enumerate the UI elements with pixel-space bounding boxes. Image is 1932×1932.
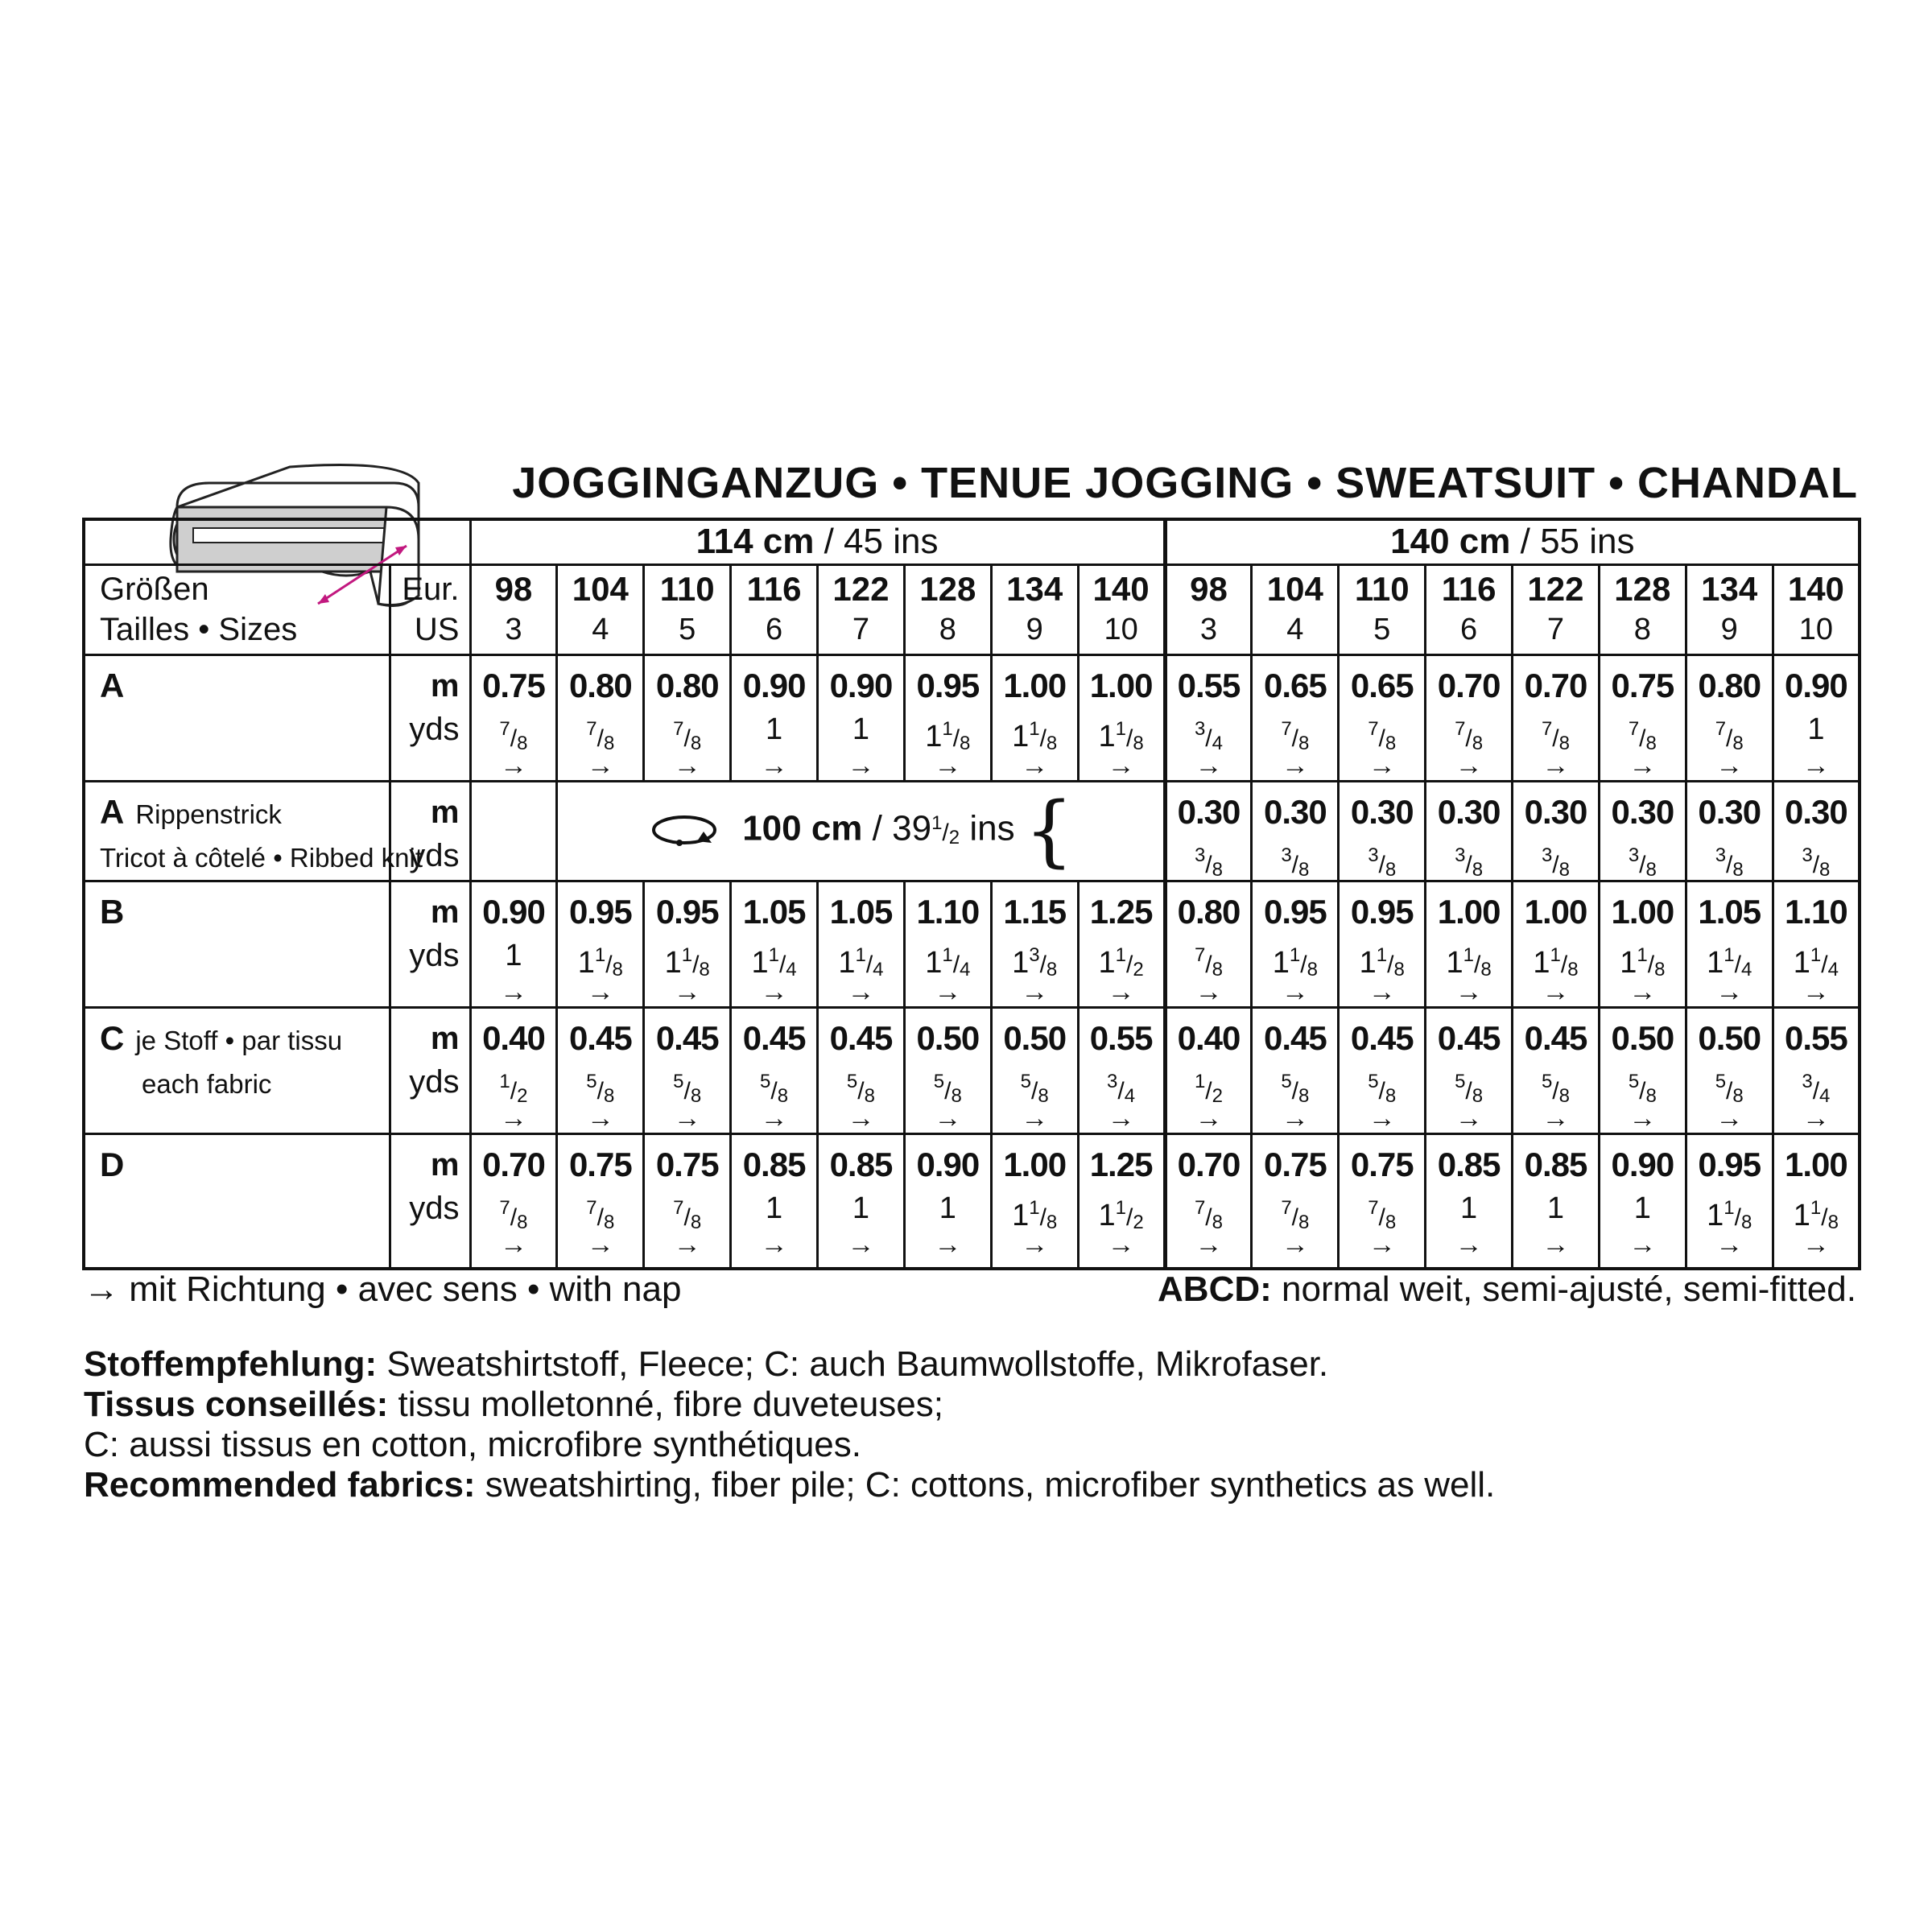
yardage-cell: 1.05 $1^1/4$ → (1686, 881, 1773, 1007)
yardage-cell: 0.80 $^7$/8 → (1686, 654, 1773, 781)
view-label-A: A (84, 654, 390, 781)
yardage-cell: 1.10 $1^1/4$ → (1773, 881, 1860, 1007)
recommendation-line: Tissus conseillés: tissu molletonné, fibre duveteuses; (84, 1385, 943, 1424)
yardage-cell: 0.90 1 → (904, 1133, 991, 1269)
yardage-cell: 0.90 1 → (1773, 654, 1860, 781)
right-arrow-icon: → (847, 749, 875, 781)
sizes-row (84, 564, 1860, 654)
yardage-cell: 0.75 $^7$/8 → (1339, 1133, 1426, 1269)
yardage-table (82, 518, 1861, 1270)
yardage-cell: 0.95 $1^1/8$ → (1686, 1133, 1773, 1269)
yardage-cell: 0.75 $^7$/8 → (644, 1133, 731, 1269)
right-arrow-icon: → (1715, 976, 1744, 1007)
yardage-cell: 0.50 $^5$/8 → (1599, 1007, 1686, 1133)
yardage-cell: 0.45 $^5$/8 → (1426, 1007, 1513, 1133)
yardage-cell: 0.40 $^1$/2 → (470, 1007, 557, 1133)
yardage-cell: 1.00 $1^1/8$ → (1599, 881, 1686, 1007)
yardage-cell: 1.25 $1^1/2$ → (1078, 1133, 1165, 1269)
right-arrow-icon: → (1281, 749, 1309, 781)
page-title: JOGGINGANZUG • TENUE JOGGING • SWEATSUIT • CHANDAL (512, 459, 1858, 507)
right-arrow-icon: → (1021, 1228, 1049, 1260)
yardage-cell: 1.15 $1^3/8$ → (991, 881, 1078, 1007)
right-arrow-icon: → (1195, 749, 1223, 781)
view-row-B (84, 881, 1860, 1007)
yardage-cell: 0.30 $^3$/8 (1686, 781, 1773, 881)
size-128: 128 8 (1599, 564, 1686, 654)
yardage-cell: 1.05 $1^1/4$ → (731, 881, 818, 1007)
recommendation-line: C: aussi tissus en cotton, microfibre synthétiques. (84, 1425, 861, 1464)
size-140: 140 10 (1078, 564, 1165, 654)
right-arrow-icon: → (1107, 749, 1135, 781)
yardage-cell: 0.80 $^7$/8 → (644, 654, 731, 781)
yardage-cell: 1.10 $1^1/4$ → (904, 881, 991, 1007)
width-cm: 140 cm (1390, 522, 1511, 562)
right-arrow-icon: → (1455, 749, 1483, 781)
yardage-cell: 0.45 $^5$/8 → (818, 1007, 905, 1133)
recommendation-line: Stoffempfehlung: Sweatshirtstoff, Fleece; C: auch Baumwollstoffe, Mikrofaser. (84, 1344, 1329, 1384)
yardage-cell: 0.45 $^5$/8 → (644, 1007, 731, 1133)
view-row-rib (84, 781, 1860, 881)
right-arrow-icon: → (760, 976, 788, 1007)
width-cm: 114 cm (696, 522, 815, 562)
yardage-cell: 0.75 $^7$/8 → (557, 1133, 644, 1269)
recommendation-line: Recommended fabrics: sweatshirting, fiber pile; C: cottons, microfiber synthetics as well. (84, 1465, 1496, 1505)
size-134: 134 9 (1686, 564, 1773, 654)
yardage-cell: 1.25 $1^1/2$ → (1078, 881, 1165, 1007)
yardage-cell: 0.95 $1^1/8$ → (557, 881, 644, 1007)
size-110: 110 5 (1339, 564, 1426, 654)
size-110: 110 5 (644, 564, 731, 654)
right-arrow-icon: → (1021, 976, 1049, 1007)
yardage-cell: 0.55 $^3$/4 → (1165, 654, 1252, 781)
yardage-cell: 0.95 $1^1/8$ → (904, 654, 991, 781)
yardage-cell: 0.50 $^5$/8 → (1686, 1007, 1773, 1133)
yardage-cell: 0.75 $^7$/8 → (1599, 654, 1686, 781)
right-arrow-icon: → (1542, 1102, 1570, 1133)
yardage-cell: 0.40 $^1$/2 → (1165, 1007, 1252, 1133)
yardage-cell: 0.55 $^3$/4 → (1773, 1007, 1860, 1133)
right-arrow-icon: → (1542, 976, 1570, 1007)
right-arrow-icon: → (1802, 1228, 1830, 1260)
unit-label: m yds (390, 881, 470, 1007)
yardage-cell: 1.00 $1^1/8$ → (1513, 881, 1600, 1007)
width-header-empty (84, 519, 470, 564)
yardage-cell: 0.30 $^3$/8 (1339, 781, 1426, 881)
yardage-cell: 0.95 $1^1/8$ → (1252, 881, 1339, 1007)
right-arrow-icon: → (1021, 749, 1049, 781)
right-arrow-icon: → (1107, 976, 1135, 1007)
size-116: 116 6 (1426, 564, 1513, 654)
size-140: 140 10 (1773, 564, 1860, 654)
eur-us-label: Eur. US (390, 564, 470, 654)
view-row-A (84, 654, 1860, 781)
view-label-D: D (84, 1133, 390, 1269)
right-arrow-icon: → (1715, 1228, 1744, 1260)
right-arrow-icon: → (673, 749, 701, 781)
rib-loop-icon (647, 811, 728, 851)
size-104: 104 4 (557, 564, 644, 654)
view-label-rib: A Rippenstrick Tricot à côtelé • Ribbed knit (84, 781, 390, 881)
right-arrow-icon: → (1195, 1102, 1223, 1133)
right-arrow-icon: → (1715, 1102, 1744, 1133)
yardage-cell: 0.55 $^3$/4 → (1078, 1007, 1165, 1133)
right-arrow-icon: → (1455, 1228, 1483, 1260)
yardage-cell: 0.45 $^5$/8 → (1252, 1007, 1339, 1133)
right-arrow-icon: → (1281, 976, 1309, 1007)
right-arrow-icon: → (1629, 749, 1657, 781)
legend-fit (1006, 1265, 1856, 1314)
yardage-cell: 0.30 $^3$/8 (1426, 781, 1513, 881)
legend-fit-label: ABCD: (1158, 1269, 1272, 1309)
view-label-C: C je Stoff • par tissu each fabric (84, 1007, 390, 1133)
size-134: 134 9 (991, 564, 1078, 654)
size-104: 104 4 (1252, 564, 1339, 654)
yardage-cell: 1.00 $1^1/8$ → (1773, 1133, 1860, 1269)
right-arrow-icon: → (1368, 1102, 1396, 1133)
yardage-cell: 0.80 $^7$/8 → (557, 654, 644, 781)
right-arrow-icon: → (673, 976, 701, 1007)
right-arrow-icon: → (934, 1102, 962, 1133)
yardage-cell: 0.75 $^7$/8 → (470, 654, 557, 781)
size-122: 122 7 (1513, 564, 1600, 654)
unit-label: m yds (390, 654, 470, 781)
width-header-row (84, 519, 1860, 564)
right-arrow-icon: → (847, 976, 875, 1007)
right-arrow-icon: → (1802, 749, 1830, 781)
right-arrow-icon: → (1542, 1228, 1570, 1260)
yardage-cell: 0.45 $^5$/8 → (731, 1007, 818, 1133)
right-arrow-icon: → (760, 1102, 788, 1133)
right-arrow-icon: → (1107, 1102, 1135, 1133)
right-arrow-icon: → (1368, 749, 1396, 781)
right-arrow-icon: → (586, 749, 614, 781)
unit-label: m yds (390, 781, 470, 881)
right-arrow-icon: → (499, 749, 527, 781)
size-98: 98 3 (1165, 564, 1252, 654)
right-arrow-icon: → (934, 1228, 962, 1260)
view-label-B: B (84, 881, 390, 1007)
right-arrow-icon: → (1802, 1102, 1830, 1133)
right-arrow-icon: → (1629, 1228, 1657, 1260)
yardage-cell: 0.45 $^5$/8 → (1339, 1007, 1426, 1133)
rib-empty-cell (470, 781, 557, 881)
yardage-cell: 0.50 $^5$/8 → (904, 1007, 991, 1133)
yardage-cell: 0.50 $^5$/8 → (991, 1007, 1078, 1133)
right-arrow-icon: → (1281, 1102, 1309, 1133)
yardage-cell: 0.45 $^5$/8 → (557, 1007, 644, 1133)
size-116: 116 6 (731, 564, 818, 654)
yardage-cell: 1.00 $1^1/8$ → (1078, 654, 1165, 781)
yardage-cell: 0.30 $^3$/8 (1599, 781, 1686, 881)
size-98: 98 3 (470, 564, 557, 654)
legend-fit-text: normal weit, semi-ajusté, semi-fitted. (1271, 1269, 1856, 1309)
right-arrow-icon: → (847, 1228, 875, 1260)
yardage-cell: 0.90 1 → (1599, 1133, 1686, 1269)
yardage-cell: 0.85 1 → (1426, 1133, 1513, 1269)
right-arrow-icon: → (760, 749, 788, 781)
yardage-cell: 0.90 1 → (470, 881, 557, 1007)
unit-label: m yds (390, 1133, 470, 1269)
fabric-recommendations (84, 1344, 1855, 1505)
yardage-cell: 0.85 1 → (1513, 1133, 1600, 1269)
right-arrow-icon: → (499, 1102, 527, 1133)
legend-with-nap: → mit Richtung • avec sens • with nap (84, 1269, 682, 1309)
right-arrow-icon: → (760, 1228, 788, 1260)
view-row-C (84, 1007, 1860, 1133)
right-arrow-icon: → (1455, 1102, 1483, 1133)
right-arrow-icon: → (673, 1228, 701, 1260)
right-arrow-icon: → (1281, 1228, 1309, 1260)
yardage-cell: 0.70 $^7$/8 → (1165, 1133, 1252, 1269)
yardage-cell: 0.85 1 → (818, 1133, 905, 1269)
yardage-cell: 0.90 1 → (818, 654, 905, 781)
yardage-cell: 0.30 $^3$/8 (1513, 781, 1600, 881)
yardage-cell: 0.70 $^7$/8 → (1426, 654, 1513, 781)
size-128: 128 8 (904, 564, 991, 654)
yardage-cell: 0.95 $1^1/8$ → (644, 881, 731, 1007)
right-arrow-icon: → (1195, 1228, 1223, 1260)
yardage-cell: 1.00 $1^1/8$ → (991, 654, 1078, 781)
size-122: 122 7 (818, 564, 905, 654)
yardage-cell: 1.00 $1^1/8$ → (1426, 881, 1513, 1007)
right-arrow-icon: → (1715, 749, 1744, 781)
right-arrow-icon: → (1455, 976, 1483, 1007)
right-arrow-icon: → (847, 1102, 875, 1133)
right-arrow-icon: → (673, 1102, 701, 1133)
yardage-cell: 0.30 $^3$/8 (1165, 781, 1252, 881)
right-arrow-icon: → (934, 976, 962, 1007)
right-arrow-icon: → (1368, 1228, 1396, 1260)
yardage-cell: 1.00 $1^1/8$ → (991, 1133, 1078, 1269)
right-arrow-icon: → (499, 1228, 527, 1260)
right-arrow-icon: → (1629, 1102, 1657, 1133)
yardage-cell: 0.80 $^7$/8 → (1165, 881, 1252, 1007)
fabric-width-0: 114 cm / 45 ins (470, 519, 1165, 564)
right-arrow-icon: → (499, 976, 527, 1007)
right-arrow-icon: → (1107, 1228, 1135, 1260)
yardage-cell: 0.95 $1^1/8$ → (1339, 881, 1426, 1007)
right-arrow-icon: → (1629, 976, 1657, 1007)
yardage-cell: 0.45 $^5$/8 → (1513, 1007, 1600, 1133)
right-arrow-icon: → (586, 1228, 614, 1260)
right-arrow-icon: → (1021, 1102, 1049, 1133)
yardage-cell: 0.70 $^7$/8 → (470, 1133, 557, 1269)
yardage-cell: 0.30 $^3$/8 (1773, 781, 1860, 881)
right-arrow-icon: → (1368, 976, 1396, 1007)
right-arrow-icon: → (934, 749, 962, 781)
right-arrow-icon: → (1542, 749, 1570, 781)
right-arrow-icon: → (1802, 976, 1830, 1007)
rib-length-114: 100 cm / $39^1/2$ ins { (557, 781, 1165, 881)
size-label: Größen Tailles • Sizes (84, 564, 390, 654)
yardage-cell: 0.65 $^7$/8 → (1252, 654, 1339, 781)
yardage-cell: 0.75 $^7$/8 → (1252, 1133, 1339, 1269)
right-arrow-icon: → (586, 976, 614, 1007)
yardage-cell: 0.70 $^7$/8 → (1513, 654, 1600, 781)
right-arrow-icon: → (1195, 976, 1223, 1007)
view-row-D (84, 1133, 1860, 1269)
yardage-cell: 0.65 $^7$/8 → (1339, 654, 1426, 781)
yardage-cell: 0.90 1 → (731, 654, 818, 781)
yardage-cell: 1.05 $1^1/4$ → (818, 881, 905, 1007)
yardage-cell: 0.85 1 → (731, 1133, 818, 1269)
right-arrow-icon: → (586, 1102, 614, 1133)
unit-label: m yds (390, 1007, 470, 1133)
yardage-cell: 0.30 $^3$/8 (1252, 781, 1339, 881)
fabric-width-1: 140 cm / 55 ins (1165, 519, 1860, 564)
